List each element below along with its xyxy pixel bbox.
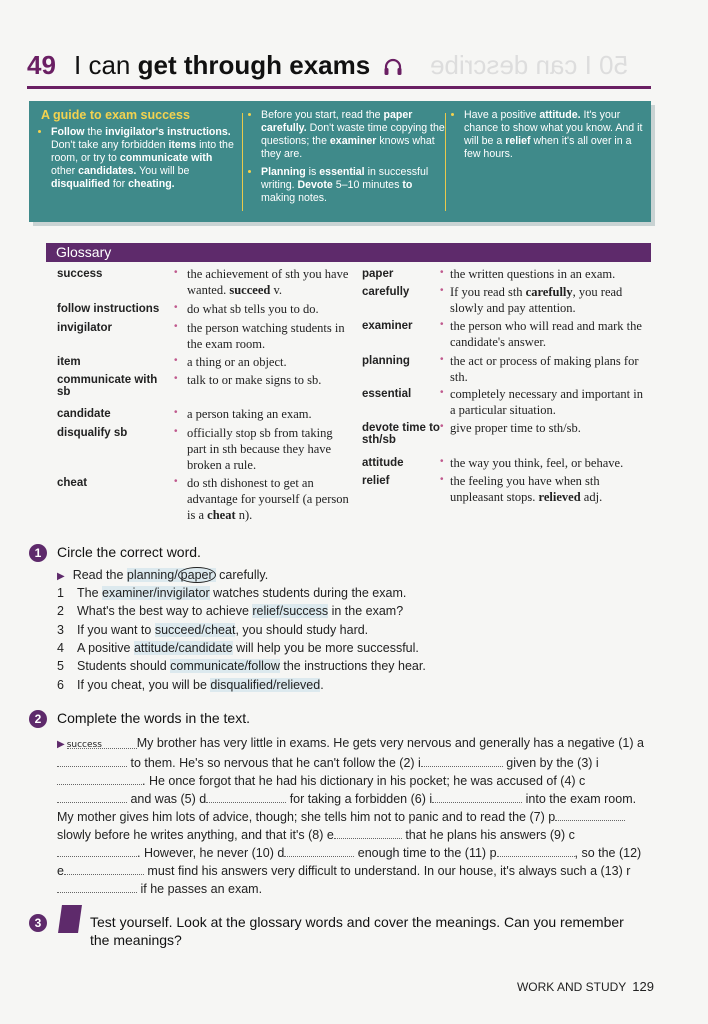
- unit-title-bold: get through exams: [137, 50, 371, 80]
- unit-title: [74, 50, 403, 81]
- option-pair[interactable]: succeed/cheat: [154, 622, 236, 637]
- item-number: 2: [57, 604, 64, 619]
- answer-blank[interactable]: [284, 844, 354, 857]
- glossary-definition: [187, 425, 349, 473]
- guide-bullet: [261, 109, 447, 161]
- bullet-dot-icon: •: [174, 267, 178, 278]
- glossary-definition: [187, 372, 349, 388]
- glossary-term: success: [57, 268, 103, 280]
- answer-blank[interactable]: [57, 880, 137, 893]
- item-text: , you should study hard.: [235, 622, 369, 637]
- item-text: Students should: [77, 659, 171, 674]
- bullet-dot-icon: •: [440, 267, 444, 278]
- definition-text: cheat: [207, 508, 236, 522]
- item-text: the instructions they hear.: [279, 659, 426, 674]
- definition-text: carefully: [525, 285, 573, 299]
- guide-text: attitude.: [539, 109, 581, 121]
- paragraph-text: in exams. He gets very nervous and generally has a negative (1) a: [276, 736, 644, 750]
- definition-text: the person watching students in the exam room.: [187, 321, 345, 351]
- definition-text: do what sb tells you to do.: [187, 302, 319, 316]
- example-answer: success: [67, 736, 137, 749]
- bullet-dot-icon: •: [174, 373, 178, 384]
- paragraph-text: if he passes an exam.: [137, 882, 263, 896]
- guide-list-1: [41, 126, 237, 191]
- paragraph-text: My brother has very little: [136, 736, 277, 750]
- exercise-1-item: [57, 641, 419, 655]
- option-pair[interactable]: disqualified/relieved: [210, 677, 321, 692]
- guide-text: paper carefully.: [261, 109, 413, 134]
- bullet-dot-icon: •: [174, 355, 178, 366]
- answer-blank[interactable]: [555, 808, 625, 821]
- definition-text: succeed: [229, 283, 271, 297]
- item-text: .: [320, 677, 324, 692]
- item-number: 4: [57, 640, 64, 655]
- option-pair[interactable]: relief/success: [252, 604, 329, 619]
- glossary-term: essential: [362, 388, 412, 400]
- glossary-definition: [450, 284, 650, 316]
- exam-guide-box: [29, 101, 651, 222]
- guide-text: Don't take any forbidden: [51, 139, 169, 151]
- paragraph-text: to them. He's so nervous that he can't follow the (2) i: [127, 756, 421, 770]
- definition-text: a thing or an object.: [187, 355, 287, 369]
- bullet-dot-icon: •: [440, 456, 444, 467]
- option-pair[interactable]: planning/ paper: [127, 568, 216, 582]
- guide-text: for: [109, 178, 129, 190]
- circled-answer: paper: [178, 567, 216, 583]
- guide-text: Devote: [297, 179, 333, 191]
- guide-text: the: [84, 126, 106, 138]
- glossary-term: paper: [362, 268, 394, 280]
- bullet-dot-icon: •: [440, 319, 444, 330]
- bullet-dot-icon: •: [440, 421, 444, 432]
- definition-text: completely necessary and important in a particular situation.: [450, 387, 643, 417]
- definition-text: n).: [235, 508, 253, 522]
- guide-text: to: [402, 179, 413, 191]
- guide-text: examiner: [329, 135, 377, 147]
- definition-text: officially stop sb from taking part in sth because they have broken a rule.: [187, 426, 333, 472]
- guide-text: Don't waste time copying the questions; the: [261, 122, 445, 147]
- headphones-icon: [383, 58, 403, 76]
- glossary-term: communicate with sb: [57, 374, 158, 398]
- guide-text: You will be: [136, 165, 190, 177]
- definition-text: adj.: [580, 490, 603, 504]
- paragraph-text: for taking a forbidden (6) i: [286, 792, 433, 806]
- definition-text: the achievement of sth you have wanted.: [187, 267, 349, 297]
- guide-column-1: [41, 109, 237, 196]
- guide-text: in successful writing.: [261, 166, 429, 191]
- item-text: If you want to: [77, 622, 155, 637]
- exercise-3-number: 3: [29, 914, 47, 932]
- guide-bullet: [261, 166, 447, 205]
- item-text: If you cheat, you will be: [77, 677, 211, 692]
- item-number: 5: [57, 659, 64, 674]
- guide-text: is: [305, 166, 320, 178]
- guide-bullet: [464, 109, 644, 161]
- page-number: 129: [632, 979, 654, 994]
- bullet-dot-icon: •: [174, 426, 178, 437]
- glossary-term: devote time to sth/sb: [362, 422, 440, 446]
- paragraph-text: given by the (3) i: [502, 756, 599, 770]
- guide-bullet: [51, 126, 237, 191]
- example-arrow-icon: ▶: [57, 739, 65, 750]
- answer-blank[interactable]: [334, 826, 402, 839]
- glossary-term: attitude: [362, 457, 404, 469]
- paragraph-text: , so the (12) e: [57, 846, 642, 878]
- item-number: 3: [57, 622, 64, 637]
- answer-blank[interactable]: [57, 754, 127, 767]
- glossary-definition: [187, 354, 349, 370]
- definition-text: relieved: [538, 490, 581, 504]
- guide-text: 5–10 minutes: [332, 179, 403, 191]
- paragraph-text: . He once forgot that he had his dictionary in his pocket; he was accused of (4) c: [142, 774, 586, 788]
- glossary-term: planning: [362, 355, 410, 367]
- guide-text: when it's all over in a few hours.: [464, 135, 632, 160]
- glossary-term: disqualify sb: [57, 427, 128, 439]
- guide-text: invigilator's instructions.: [105, 126, 231, 138]
- exercise-2-title: Complete the words in the text.: [57, 710, 250, 726]
- paragraph-text: and was (5) d: [127, 792, 207, 806]
- exercise-2-number: 2: [29, 710, 47, 728]
- guide-text: Follow: [51, 126, 85, 138]
- definition-text: the feeling you have when sth unpleasant stops.: [450, 474, 600, 504]
- glossary-definition: [187, 475, 349, 523]
- guide-text: essential: [319, 166, 365, 178]
- guide-list-3: [454, 109, 644, 161]
- glossary-definition: [450, 386, 650, 418]
- answer-blank[interactable]: [497, 844, 575, 857]
- glossary-term: follow instructions: [57, 303, 160, 315]
- item-text: A positive: [77, 640, 134, 655]
- guide-column-2: [251, 109, 447, 210]
- answer-blank[interactable]: [64, 862, 144, 875]
- option-pair[interactable]: examiner/invigilator: [102, 586, 210, 600]
- answer-blank[interactable]: [206, 790, 286, 803]
- definition-text: If you read sth: [450, 285, 526, 299]
- exercise-1-item: [57, 586, 406, 600]
- definition-text: the act or process of making plans for sth.: [450, 354, 639, 384]
- paragraph-text: slowly before he writes anything, and that it's (8) e: [57, 828, 334, 842]
- exercise-1-item: [57, 604, 403, 618]
- bullet-dot-icon: •: [440, 387, 444, 398]
- section-name: WORK AND STUDY: [516, 980, 627, 994]
- glossary-definition: [187, 406, 349, 422]
- exercise-3-text: Test yourself. Look at the glossary words and cover the meanings. Can you remember the meanings?: [90, 914, 624, 948]
- definition-text: talk to or make signs to sb.: [187, 373, 322, 387]
- guide-column-3: [454, 109, 644, 166]
- guide-divider: [445, 113, 446, 211]
- answer-blank[interactable]: [57, 790, 127, 803]
- glossary-heading: Glossary: [46, 243, 651, 262]
- glossary-definition: [450, 266, 650, 282]
- show-through-text: 50 I can describe: [430, 50, 629, 80]
- glossary-definition: [450, 473, 650, 505]
- paragraph-text: . However, he never (10) d: [137, 846, 285, 860]
- bullet-dot-icon: •: [440, 285, 444, 296]
- guide-text: It's your chance to show what you know. And it will be a: [464, 109, 643, 147]
- option-pair[interactable]: communicate/follow: [170, 659, 280, 674]
- glossary-term: cheat: [57, 477, 88, 489]
- guide-text: cheating.: [128, 178, 175, 190]
- guide-text: into the room, or try to: [51, 139, 234, 164]
- guide-divider: [242, 113, 243, 211]
- exercise-2-text: [57, 734, 647, 898]
- bullet-dot-icon: •: [440, 474, 444, 485]
- item-number: 6: [57, 677, 64, 692]
- definition-text: , you read slowly and pay attention.: [450, 285, 623, 315]
- guide-text: communicate with: [119, 152, 213, 164]
- bullet-dot-icon: •: [174, 476, 178, 487]
- exercise-1-title: Circle the correct word.: [57, 544, 201, 560]
- exercise-1-item: [57, 659, 426, 673]
- glossary-term: candidate: [57, 408, 111, 420]
- glossary-definition: [450, 353, 650, 385]
- exercise-1-number: 1: [29, 544, 47, 562]
- bullet-dot-icon: •: [174, 321, 178, 332]
- answer-blank[interactable]: [421, 754, 503, 767]
- guide-title: A guide to exam success: [41, 108, 190, 122]
- page-footer: [517, 979, 654, 994]
- guide-text: candidates.: [78, 165, 137, 177]
- paragraph-text: must find his answers very difficult to understand. In our house, it's always such a (13) r: [143, 864, 631, 878]
- glossary-definition: [450, 420, 650, 436]
- item-text: watches students during the exam.: [209, 586, 407, 600]
- glossary-term: invigilator: [57, 322, 112, 334]
- guide-list-2: [251, 109, 447, 205]
- paragraph-text: enough time to the (11) p: [354, 846, 497, 860]
- guide-text: disqualified: [51, 178, 110, 190]
- glossary-term: item: [57, 356, 81, 368]
- unit-number: 49: [27, 50, 56, 80]
- item-text: The: [77, 586, 103, 600]
- item-number: 1: [57, 586, 64, 600]
- definition-text: the written questions in an exam.: [450, 267, 616, 281]
- definition-text: a person taking an exam.: [187, 407, 312, 421]
- exercise-1-item: [57, 678, 324, 692]
- glossary-term: carefully: [362, 286, 410, 298]
- answer-blank[interactable]: [432, 790, 522, 803]
- item-text: will help you be more successful.: [232, 640, 419, 655]
- answer-blank[interactable]: [57, 772, 142, 785]
- guide-text: Before you start, read the: [261, 109, 384, 121]
- glossary-definition: [187, 301, 349, 317]
- exercise-1-item: [57, 623, 368, 637]
- glossary-definition: [187, 320, 349, 352]
- guide-text: making notes.: [261, 192, 327, 204]
- glossary-definition: [450, 455, 650, 471]
- definition-text: do sth dishonest to get an advantage for yourself (a person is a: [187, 476, 349, 522]
- option-pair[interactable]: attitude/candidate: [133, 640, 233, 655]
- paragraph-text: that he plans his answers (9) c: [401, 828, 575, 842]
- paragraph-text: into the exam room. My mother gives him lots of advice, though; she tells him not to panic and to read the (7) p: [57, 792, 637, 824]
- definition-text: give proper time to sth/sb.: [450, 421, 581, 435]
- glossary-definition: [450, 318, 650, 350]
- glossary-term: relief: [362, 475, 390, 487]
- bullet-dot-icon: •: [440, 354, 444, 365]
- item-text: What's the best way to achieve: [77, 604, 253, 619]
- glossary-definition: [187, 266, 349, 298]
- unit-title-plain: I can: [74, 50, 131, 80]
- guide-text: knows what they are.: [261, 135, 435, 160]
- example-arrow-icon: ▶: [57, 571, 65, 582]
- definition-text: the way you think, feel, or behave.: [450, 456, 624, 470]
- glossary-term: examiner: [362, 320, 413, 332]
- answer-blank[interactable]: [57, 844, 137, 857]
- definition-text: v.: [270, 283, 283, 297]
- exercise-1-example: ▶ Read the planning/ paper carefully.: [57, 568, 269, 582]
- item-text: in the exam?: [328, 604, 404, 619]
- test-yourself-icon: [58, 905, 82, 933]
- definition-text: the person who will read and mark the candidate's answer.: [450, 319, 642, 349]
- unit-header: [27, 48, 651, 88]
- guide-text: Have a positive: [464, 109, 540, 121]
- guide-text: items: [168, 139, 197, 151]
- header-rule: [27, 86, 651, 89]
- guide-text: Planning: [261, 166, 306, 178]
- guide-text: relief: [505, 135, 531, 147]
- bullet-dot-icon: •: [174, 407, 178, 418]
- bullet-dot-icon: •: [174, 302, 178, 313]
- guide-text: other: [51, 165, 79, 177]
